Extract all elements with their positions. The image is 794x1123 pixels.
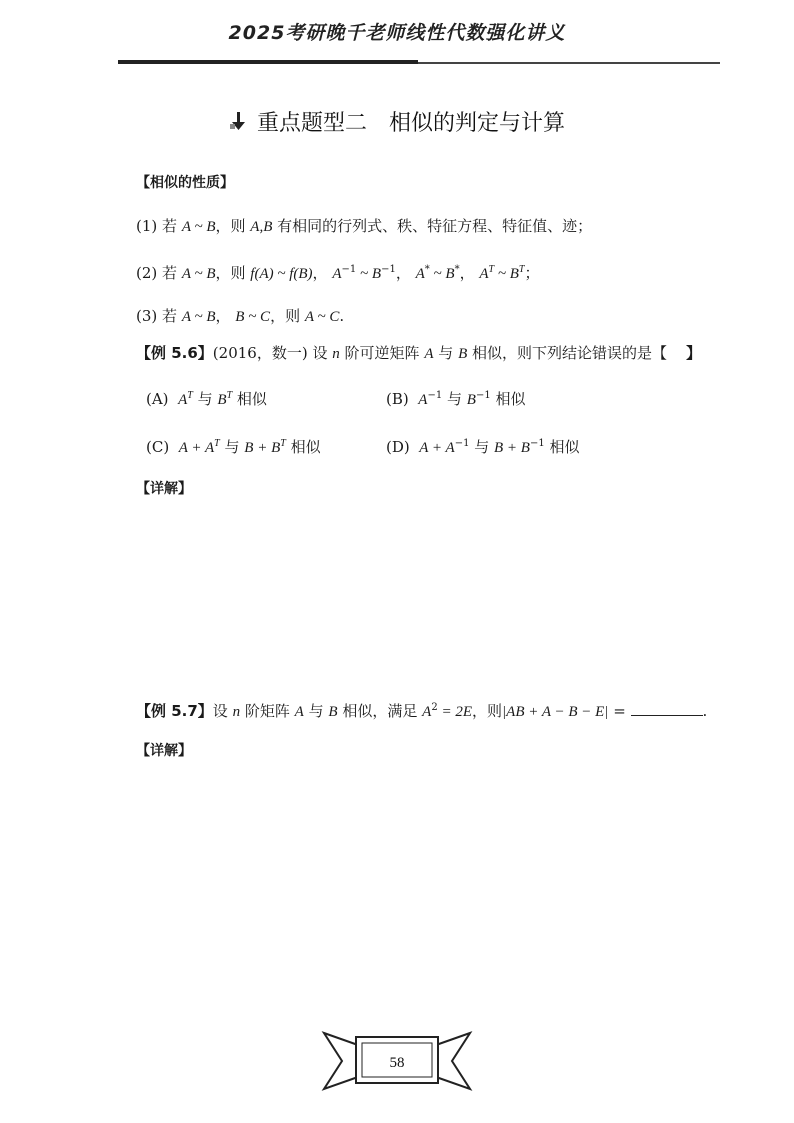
header-rule-thin: [418, 62, 720, 64]
option-a: (A) $A^T$ 与 $B^T$ 相似: [146, 390, 267, 408]
section-title-a: 重点题型二: [256, 111, 367, 136]
option-d: (D) $A + A^{-1}$ 与 $B + B^{-1}$ 相似: [386, 438, 580, 456]
detail-heading-5-7: 【详解】: [136, 743, 192, 759]
arrow-marker-icon: [229, 111, 249, 137]
example-5-6-stem: 【例 5.6】(2016，数一) 设 n 阶可逆矩阵 A 与 B 相似，则下列结论错误的是【 】: [136, 344, 702, 362]
answer-blank[interactable]: [631, 701, 703, 716]
property-2: (2) 若 A ~ B，则 f(A) ~ f(B)， $A^{-1}$ ~ $B^{-1}$， A* ~ B*， $A^T$ ~ $B^T$；: [136, 264, 540, 282]
header-rule-thick: [118, 60, 418, 64]
property-1: (1) 若 A ~ B，则 A,B 有相同的行列式、秩、特征方程、特征值、迹；: [136, 217, 593, 235]
detail-heading-5-6: 【详解】: [136, 481, 192, 497]
section-title: [0, 106, 794, 137]
property-3: (3) 若 A ~ B， B ~ C，则 A ~ C.: [136, 307, 345, 325]
properties-heading: 【相似的性质】: [136, 175, 234, 191]
section-title-b: 相似的判定与计算: [389, 111, 566, 136]
option-c: (C) $A + A^T$ 与 $B + B^T$ 相似: [146, 438, 321, 456]
example-5-7-stem: 【例 5.7】设 n 阶矩阵 A 与 B 相似，满足 $A^2 = 2E$，则|AB + A − B − E| = .: [136, 702, 708, 720]
header-title: 2025考研晚千老师线性代数强化讲义: [228, 22, 566, 44]
page-number: 58: [389, 1055, 405, 1071]
option-b: (B) $A^{-1}$ 与 $B^{-1}$ 相似: [386, 390, 526, 408]
